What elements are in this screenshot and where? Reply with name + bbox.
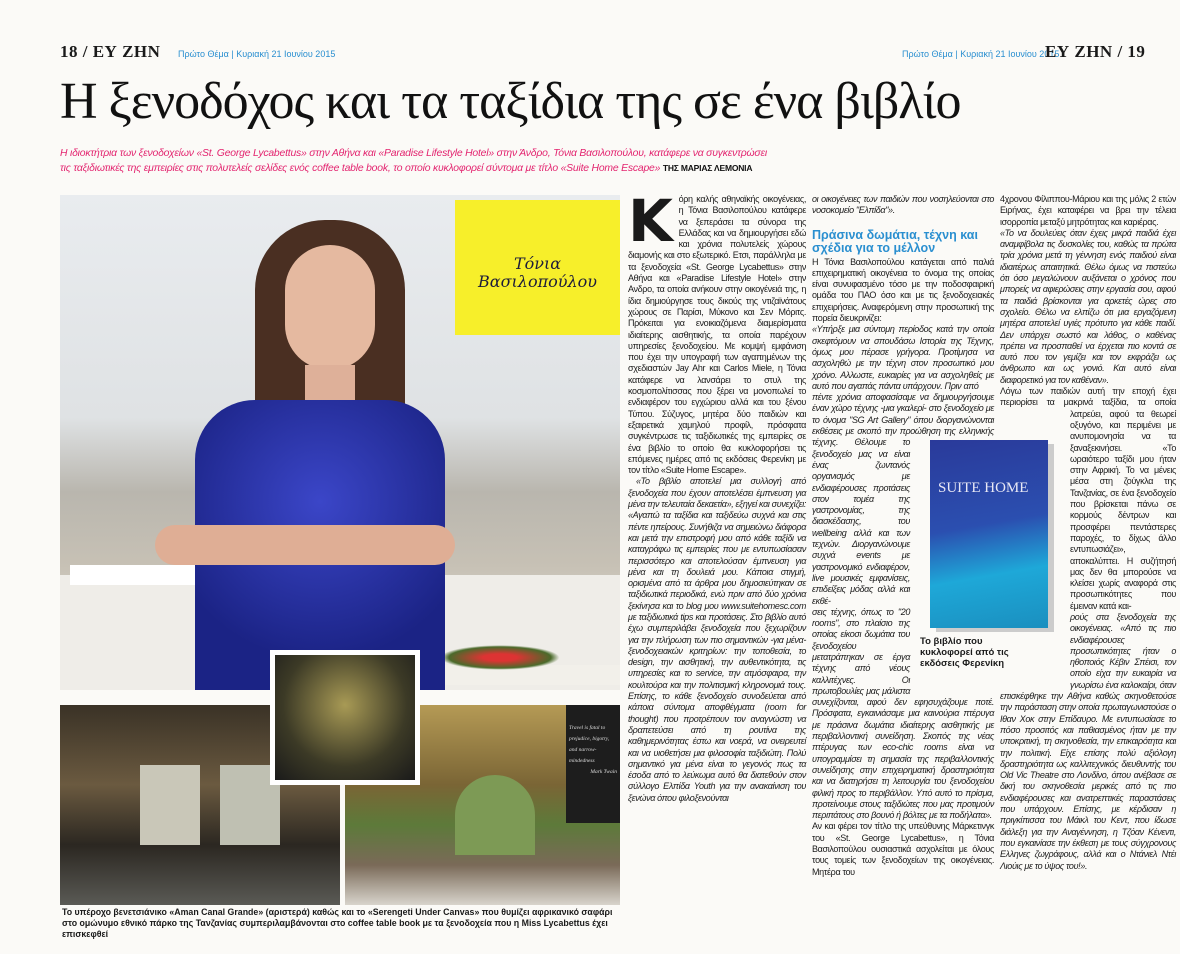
paragraph: οι οικογένειες των παιδιών που νοσηλεύονται στο νοσοκομείο "Ελπίδα"». <box>812 194 994 216</box>
paragraph: 4χρονου Φίλιππου-Μάριου και της μόλις 2 ετών Ειρήνας, έχει καταφέρει να βρει την τέλεια ισορροπία μεταξύ μητρότητας και καριέρας. <box>1000 194 1176 227</box>
paragraph: «Υπήρξε μια σύντομη περίοδος κατά την οποία σκεφτόμουν να σπουδάσω Ιστορία της Τέχνης, όμως μου πέρασε γρήγορα. Προτίμησα να ασχοληθώ με την τέχνη στον προσωπικό μου χρόνο. Αλλωστε, ευκαιρίες για να ασχοληθείς με αυτό που αγαπάς πάντα υπάρχουν. Πριν από <box>812 324 994 391</box>
paragraph: όρη καλής αθηναϊκής οικογένειας, η Τόνια Βασιλοπούλου κατάφερε να ξεπεράσει τα σύνορα της Ελλάδας και να δημιουργήσει εδώ και χρόνια πολυτελείς χώρους διαμονής και στο εξωτερικό. Ετσι, παράλληλα με τα ξενοδοχεία «St. George Lycabettus» στην Αθήνα και «Paradise Lifestyle Hotel» στην Ανδρο, τα οποία ανήκουν στην οικογένειά της, η ίδια δημιούργησε τους δικούς της ντιζαϊνάτους χώρους σε Παρίσι, Μύκονο και Σεν Μόριτς. Πρόκειται για ενοικιαζόμενα διαμερίσματα ιδιαίτερης αισθητικής, τα οποία παρέχουν υπηρεσίες ξενοδοχείου. Με κομψή εμφάνιση που έχει την υπογραφή των αγαπημένων της σχεδιαστών Jay Ahr και Carlos Miele, η Τόνια κατάφερε να λανσάρει το στυλ της κοσμοπολίτισσας που ξέρει να μονοπωλεί το ενδιαφέρον του εγχώριου αλλά και του ξένου Τύπου. Σύζυγος, μητέρα δύο παιδιών και εξαιρετικά χαμηλού προφίλ, πρόσφατα συγκέντρωσε τις ταξιδιωτικές της εμπειρίες σε ένα βιβλίο το οποίο θα κυκλοφορήσει τις επόμενες ημέρες από τις εκδόσεις Φερενίκη με τον τίτλο «Suite Home Escape». <box>628 194 806 476</box>
paragraph: Λόγω των παιδιών αυτή την εποχή έχει περιορίσει τα μακρινά ταξίδια, τα οποία λατρεύει, αφού τα θεωρεί οξυγόνο, και περιμένει με ανυπομονησία να τα ξαναξεκινήσει. «Το ωραιότερο ταξίδι μου ήταν στην Αφρική. Το να μένεις μέσα στη ζούγκλα της Τανζανίας, σε ένα ξενοδοχείο που βρίσκεται πάνω σε κορμούς δέντρων και προσφέρει πεντάστερες παροχές, το δίχως άλλο εντυπωσιάζει», αποκαλύπτει. Η συζήτησή μας δεν θα μπορούσε να κλείσει χωρίς αναφορά στις προσωπικότητες που έμειναν κατά και- <box>1000 386 1176 611</box>
name-box <box>455 200 620 335</box>
paragraph: «Το να δουλεύεις όταν έχεις μικρά παιδιά έχει αναμφίβολα τις δυσκολίες του, καθώς τα πρώτα τρία χρόνια μετά τη γέννηση ενός παιδιού είναι ιδιαιτέρως απαιτητικά. Θέλω όμως να πιστεύω ότι όσο μεγαλώνουν αυξάνεται ο χρόνος που μπορείς να αφιερώσεις στην εργασία σου, αφού τα παιδιά βρίσκονται για αρκετές ώρες στο σχολείο. Θέλω να ελπίζω ότι μια εργαζόμενη μητέρα αποτελεί υγιές πρότυπο για κάθε παιδί. Δεν υπάρχει σωστό και λάθος, ο καθένας πρέπει να προσπαθεί να έρχεται πιο κοντά σε αυτό που τον γεμίζει και τον εκφράζει ως άνθρωπο και ως γονιό. Και αυτό είναι διαφορετικό για τον καθέναν». <box>1000 227 1176 385</box>
subtitle-line: τις ταξιδιωτικές της εμπειρίες στις πολυτελείς σελίδες ενός coffee table book, το οποίο κυκλοφορεί σύντομα με τίτλο «Suite Home Escape» <box>60 163 661 174</box>
subtitle-line: Η ιδιοκτήτρια των ξενοδοχείων «St. George Lycabettus» στην Αθήνα και «Paradise Lifestyle Hotel» στην Άνδρο, Τόνια Βασιλοπούλου, κατάφερε να συγκεντρώσει <box>60 148 767 159</box>
quote-text: Travel is fatal to prejudice, bigotry, and narrow-mindedness <box>569 725 610 764</box>
headline: Η ξενοδόχος και τα ταξίδια της σε ένα βιβλίο <box>60 73 961 130</box>
date-right: Πρώτο Θέμα | Κυριακή 21 Ιουνίου 2015 <box>902 49 1060 59</box>
quote-box <box>566 705 620 823</box>
book-caption: Το βιβλίο που κυκλοφορεί από τις εκδόσεις Φερενίκη <box>920 636 1009 669</box>
paragraph: σεις τέχνης, όπως το "20 rooms", στο πλαίσιο της οποίας είκοσι δωμάτια του ξενοδοχείου μετατράπηκαν σε έργα τέχνης από νέους καλλιτέχνες. Οι πρωτοβουλίες μας μάλιστα συνεχίζονται, αφού δεν εφησυχάζουμε ποτέ. Πρόσφατα, εγκαινιάσαμε μια καινούρια πτέρυγα με πράσινα δωμάτια ιδιαίτερης αισθητικής με περιβαλλοντική συνείδηση. Σκοπός της νέας πτέρυγας των eco-chic rooms είναι να υπογραμμίσει τη σημασία της περιβαλλοντικής συνείδησης στην επιχειρηματική δραστηριότητα και να διατηρήσει τη λειτουργία του ξενοδοχείου φιλική προς το περιβάλλον. Υπό αυτό το πρίσμα, προτείνουμε στους ταξιδιώτες που μας προτιμούν περιπάτους στο βουνό ή βόλτες με τα ποδήλατα». <box>812 606 994 821</box>
article-column-3 <box>1000 194 1176 872</box>
teapot-inset-photo <box>270 650 420 785</box>
quote-author: Mark Twain <box>590 769 617 775</box>
drop-cap: Κ <box>628 187 673 255</box>
photo-caption: Το υπέροχο βενετσιάνικο «Aman Canal Grande» (αριστερά) καθώς και το «Serengeti Under Canvas» που θυμίζει αφρικανικό σαφάρι στο ομώνυμο εθνικό πάρκο της Τανζανίας συμπεριλαμβάνονται στο coffee table book με τα ξενοδοχεία που η Miss Lycabettus έχει επισκεφθεί <box>62 907 613 939</box>
page-number-left: 18 / ΕΥ ΖΗΝ <box>60 42 161 61</box>
paragraph: Αν και φέρει τον τίτλο της υπεύθυνης Μάρκετινγκ του «St. George Lycabettus», η Τόνια Βασιλοπούλου ουσιαστικά ασχολείται με όλους τους τομείς των ξενοδοχείων της οικογένειας. Μητέρα του <box>812 821 994 877</box>
paragraph: ρούς στα ξενοδοχεία της οικογένειας. «Από τις πιο ενδιαφέρουσες προσωπικότητες ήταν ο ηθοποιός Κέβιν Σπέισι, τον οποίο είχα την ευκαιρία να γνωρίσω ένα καλοκαίρι, όταν επισκέφθηκε την Αθήνα καθώς σκηνοθετούσε την παράσταση στην οποία πρωταγωνιστούσε ο Ιθαν Χοκ στην Επίδαυρο. Με εντυπωσίασε το πόσο προσιτός και παθιασμένος ήταν με την υποκριτική, τη σκηνοθεσία, την επικαιρότητα και την πολιτική. Είχε επίσης πολύ αξιόλογη δραστηριότητα ως καλλιτεχνικός διευθυντής του Old Vic Theatre στο Λονδίνο, όπου ανέβασε σε δική του σκηνοθεσία μερικές από τις πιο ενδιαφέρουσες και ανατρεπτικές παραστάσεις που υπάρχουν. Επίσης, με κέρδισαν η πριγκίπισσα του Μάικλ του Κεντ, που ίδωσε διάλεξη για την Αναγέννηση, η Τζόαν Κένεντι, που εγκαινίασε την έκθεση με τους σύγχρονους Ελληνες ζωγράφους, αλλά και ο Ντάνιελ Ντέι Λιούις με το ύψος του!». <box>1000 611 1176 871</box>
paragraph: «Το βιβλίο αποτελεί μια συλλογή από ξενοδοχεία που έχουν αποτελέσει έμπνευση για μένα την τελευταία δεκαετία», εξηγεί και συνεχίζει: «Αγαπώ τα ταξίδια και ταξιδεύω συχνά και στις πέντε ηπείρους. Συνήθιζα να σημειώνω διάφορα και μετά την επιστροφή μου από κάθε ταξίδι να καταγράφω τις εμπειρίες που με εντυπωσίασαν περισσότερο και αποτελούσαν έμπνευση για μένα και τη δουλειά μου. Κάποια στιγμή, ορισμένα από τα άρθρα μου δημοσιεύτηκαν σε ταξιδιωτικά περιοδικά, ενώ πριν από δύο χρόνια ξεκίνησα και το blog μου www.suitehomesc.com με ταξιδιωτικά tips και προτάσεις. Στο βιβλίο αυτό έχω συμπεριλάβει ξενοδοχεία που ξεχωρίζουν για την πλήρωση των πιο σημαντικών -για μένα- ξενοδοχειακών κριτηρίων: την τοποθεσία, το design, την αισθητική, την αυθεντικότητα, τις υπηρεσίες και το service, την ατμόσφαιρα, την κουλτούρα και την πολιτισμική κληρονομιά τους. Επίσης, το κάθε ξενοδοχείο συνοδεύεται από κάποια σύντομα αποφθέγματα (room for thought) που προτρέπουν τον αναγνώστη να δραπετεύσει από τη ρουτίνα της καθημερινότητας έστω και νοερά, να ονειρευτεί και να υιοθετήσει μια φιλοσοφία ταξιδιώτη. Πολύ σημαντικό για μένα είναι το γεγονός πως τα έσοδα από το λεύκωμα αυτό θα διατεθούν στον σύλλογο Ελπίδα Youth για την ανακαίνιση του ξενώνα όπου φιλοξενούνται <box>628 476 806 803</box>
name-box-last: Βασιλοπούλου <box>478 272 597 291</box>
byline: ΤΗΣ ΜΑΡΙΑΣ ΛΕΜΟΝΙΑ <box>662 163 753 173</box>
page-number-right: ΕΥ ΖΗΝ / 19 <box>1045 42 1146 61</box>
book-cover-title: SUITE HOME <box>938 480 1029 496</box>
section-heading: Πράσινα δωμάτια, τέχνη και σχέδια για το μέλλον <box>812 227 978 255</box>
subtitle <box>60 146 860 176</box>
article-column-1 <box>628 187 806 804</box>
date-left: Πρώτο Θέμα | Κυριακή 21 Ιουνίου 2015 <box>178 49 336 59</box>
paragraph: πέντε χρόνια αποφασίσαμε να δημιουργήσουμε έναν χώρο τέχνης -μια γκαλερί- στο ξενοδοχείο με το όνομα "SG Art Gallery" όπου διοργανώνονται εκθέσεις με σκοπό την προώθηση της ελληνικής τέχνης. Θέλουμε το ξενοδοχείο μας να είναι ένας ζωντανός οργανισμός με ενδιαφέρουσες προτάσεις στον τομέα της γαστρονομίας, της διασκέδασης, του wellbeing αλλά και των τεχνών. Διοργανώνουμε συχνά events με γαστρονομικό ενδιαφέρον, live μουσικές εμφανίσεις, επιδείξεις μόδας αλλά και εκθέ- <box>812 392 994 606</box>
name-box-first: Τόνια <box>513 254 562 273</box>
paragraph: Η Τόνια Βασιλοπούλου κατάγεται από παλιά επιχειρηματική οικογένεια το όνομα της οποίας είναι συνυφασμένο τόσο με την ποδοσφαιρική ομάδα του ΠΑΟ όσο και με τις ξενοδοχειακές επιχειρήσεις. Αναφερόμενη στην προσωπική της πορεία διευκρινίζει: <box>812 256 994 324</box>
